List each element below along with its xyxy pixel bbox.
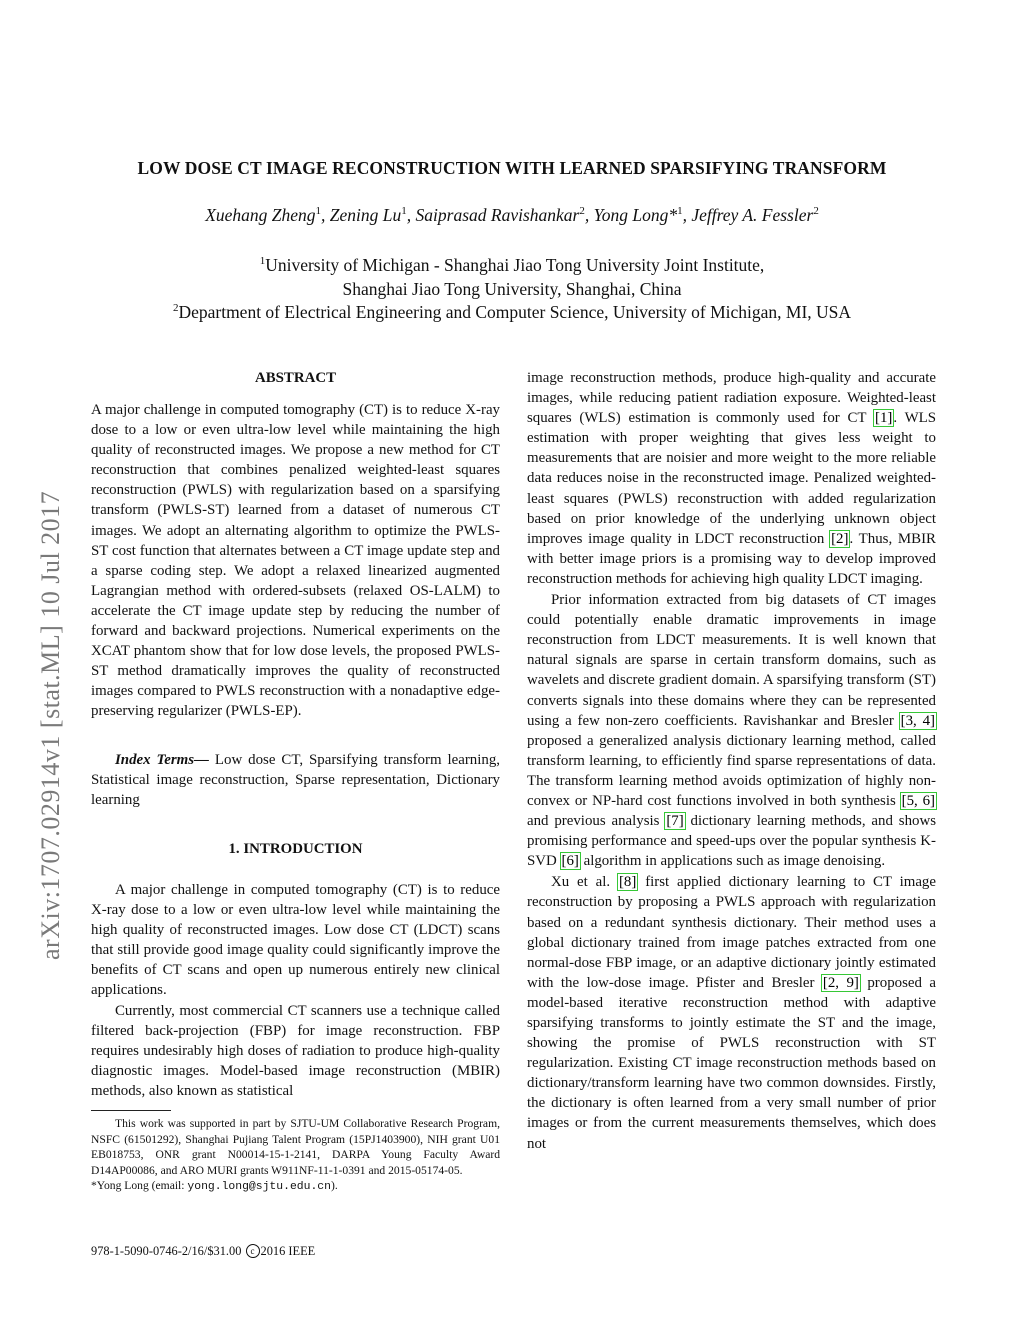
right-column-body <box>527 368 936 1154</box>
author-list <box>60 205 964 226</box>
arxiv-id: arXiv:1707.02914v1 [stat.ML] 10 Jul 2017 <box>36 490 65 960</box>
footnote-rule <box>91 1110 171 1111</box>
citation-link[interactable]: [8] <box>618 874 637 891</box>
copyright-icon: c <box>246 1244 260 1258</box>
citation-link[interactable]: [1] <box>875 410 893 427</box>
contact-note: *Yong Long (email: yong.long@sjtu.edu.cn). <box>91 1179 338 1193</box>
affiliation-line-3: $^2$Department of Electrical Engineering and Computer Science, University of Michigan, MI, USA <box>172 302 852 322</box>
abstract-body <box>91 400 500 722</box>
author: Zening Lu$^1$, <box>329 205 416 225</box>
author: Yong Long*$^1$, <box>593 205 692 225</box>
paragraph: Prior information extracted from big datasets of CT images could potentially enable dramatic improvements in image reconstruction from LDCT measurements. It is well known that natural signals are sparse in certain transform domains, such as wavelets and discrete gradient domain. A sparsifying transform (ST) converts signals into these domains where they can be represented using a few non-zero coefficients. Ravishankar and Bresler [3, 4] proposed a generalized analysis dictionary learning method, called transform learning, to efficiently find sparse representations of data. The transform learning method avoids optimization of highly non-convex or NP-hard cost functions involved in both synthesis [5, 6] and previous analysis [7] dictionary learning methods, and shows promising performance and speed-ups over the popular synthesis K-SVD [6] algorithm in applications such as image denoising. <box>527 592 937 870</box>
index-terms-text: Low dose CT, Sparsifying transform learning, Statistical image reconstruction, Sparse representation, Dictionary learning <box>91 752 500 809</box>
introduction-body <box>91 880 500 1101</box>
copyright-line: 978-1-5090-0746-2/16/$31.00 c 2016 IEEE <box>91 1244 316 1258</box>
citation-link[interactable]: [6] <box>561 853 579 870</box>
author: Saiprasad Ravishankar$^2$, <box>415 205 594 225</box>
citation-link[interactable]: [3, 4] <box>900 712 935 729</box>
paragraph: Xu et al. [8] first applied dictionary learning to CT image reconstruction by proposing a PWLS approach with regularization based on a redundant synthesis dictionary. Their method uses a global dictionary trained from image patches extracted from one normal-dose FBP image, or an adaptive dictionary jointly estimated with the low-dose image. Pfister and Bresler [2, 9] proposed a model-based iterative reconstruction method with adaptive sparsifying transforms to jointly estimate the ST and the image, showing the promise of PWLS reconstruction with ST regularization. Existing CT image reconstruction methods based on dictionary/transform learning have two common downsides. Firstly, the dictionary is often learned from a very small number of prior images or from the current measurements themselves, which does not <box>527 874 936 1152</box>
index-terms-label: Index Terms— <box>115 752 209 768</box>
citation-link[interactable]: [5, 6] <box>901 792 935 809</box>
arxiv-sidebar <box>16 360 65 960</box>
author: Jeffrey A. Fessler$^2$ <box>691 205 819 225</box>
paper-title: LOW DOSE CT IMAGE RECONSTRUCTION WITH LEARNED SPARSIFYING TRANSFORM <box>137 158 887 178</box>
footnote <box>91 1116 500 1196</box>
author: Xuehang Zheng$^1$, <box>205 205 330 225</box>
paragraph: image reconstruction methods, produce high-quality and accurate images, while reducing patient radiation exposure. Weighted-least squares (WLS) estimation is commonly used for CT [1]. WLS estimation with proper weighting that gives less weight to measurements that are noisier and more weight to the more reliable data reduces noise in the reconstructed image. Penalized weighted-least squares (PWLS) reconstruction with added regularization based on prior knowledge of the underlying unknown object improves image quality in LDCT reconstruction [2]. Thus, MBIR with better image priors is a promising way to develop improved reconstruction methods for achieving high quality LDCT imaging. <box>527 370 936 587</box>
abstract-heading: ABSTRACT <box>254 370 337 386</box>
abstract-text: A major challenge in computed tomography (CT) is to reduce X-ray dose to a low or even ultra-low level while maintaining the high quality of reconstructed images. We propose a new method for CT reconstruction that combines penalized weighted-least squares reconstruction (PWLS) with regularization based on a sparsifying transform (PWLS-ST) learned from a dataset of numerous CT images. We adopt an alternating algorithm to optimize the PWLS-ST cost function that alternates between a CT image update step and a sparse coding step. We adopt a relaxed linearized augmented Lagrangian method with ordered-subsets (relaxed OS-LALM) to accelerate the CT image update step by reducing the number of forward and backward projections. Numerical experiments on the XCAT phantom show that for low dose levels, the proposed PWLS-ST method dramatically improves the quality of reconstructed images compared to PWLS reconstruction with a nonadaptive edge-preserving regularizer (PWLS-EP). <box>91 402 500 720</box>
citation-link[interactable]: [7] <box>666 813 684 830</box>
citation-link[interactable]: [2] <box>831 530 849 547</box>
introduction-heading: 1. INTRODUCTION <box>228 841 363 857</box>
index-terms <box>91 750 500 810</box>
paragraph: Currently, most commercial CT scanners use a technique called filtered back-projection (FBP) for image reconstruction. FBP requires undesirably high doses of radiation to produce high-quality diagnostic images. Model-based image reconstruction (MBIR) methods, also known as statistical <box>91 1002 500 1099</box>
paragraph: A major challenge in computed tomography (CT) is to reduce X-ray dose to a low or even ultra-low level while maintaining the high quality of reconstructed images. Low dose CT (LDCT) scans that still provide good image quality could significantly improve the benefits of CT scans and open up numerous entirely new clinical applications. <box>91 882 500 999</box>
affiliation-line-2: Shanghai Jiao Tong University, Shanghai, China <box>342 279 682 299</box>
citation-link[interactable]: [2, 9] <box>822 974 859 991</box>
funding-note: This work was supported in part by SJTU-UM Collaborative Research Program, NSFC (61501292), Shanghai Pujiang Talent Program (15PJ1403900), NIH grant U01 EB018753, ONR grant N00014-15-1-2141, DARPA Young Faculty Award D14AP00086, and ARO MURI grants W911NF-11-1-0391 and 2015-05174-05. <box>91 1117 500 1177</box>
affiliation-line-1: $^1$University of Michigan - Shanghai Jiao Tong University Joint Institute, <box>259 255 765 275</box>
email-link[interactable]: yong.long@sjtu.edu.cn <box>187 1181 331 1193</box>
